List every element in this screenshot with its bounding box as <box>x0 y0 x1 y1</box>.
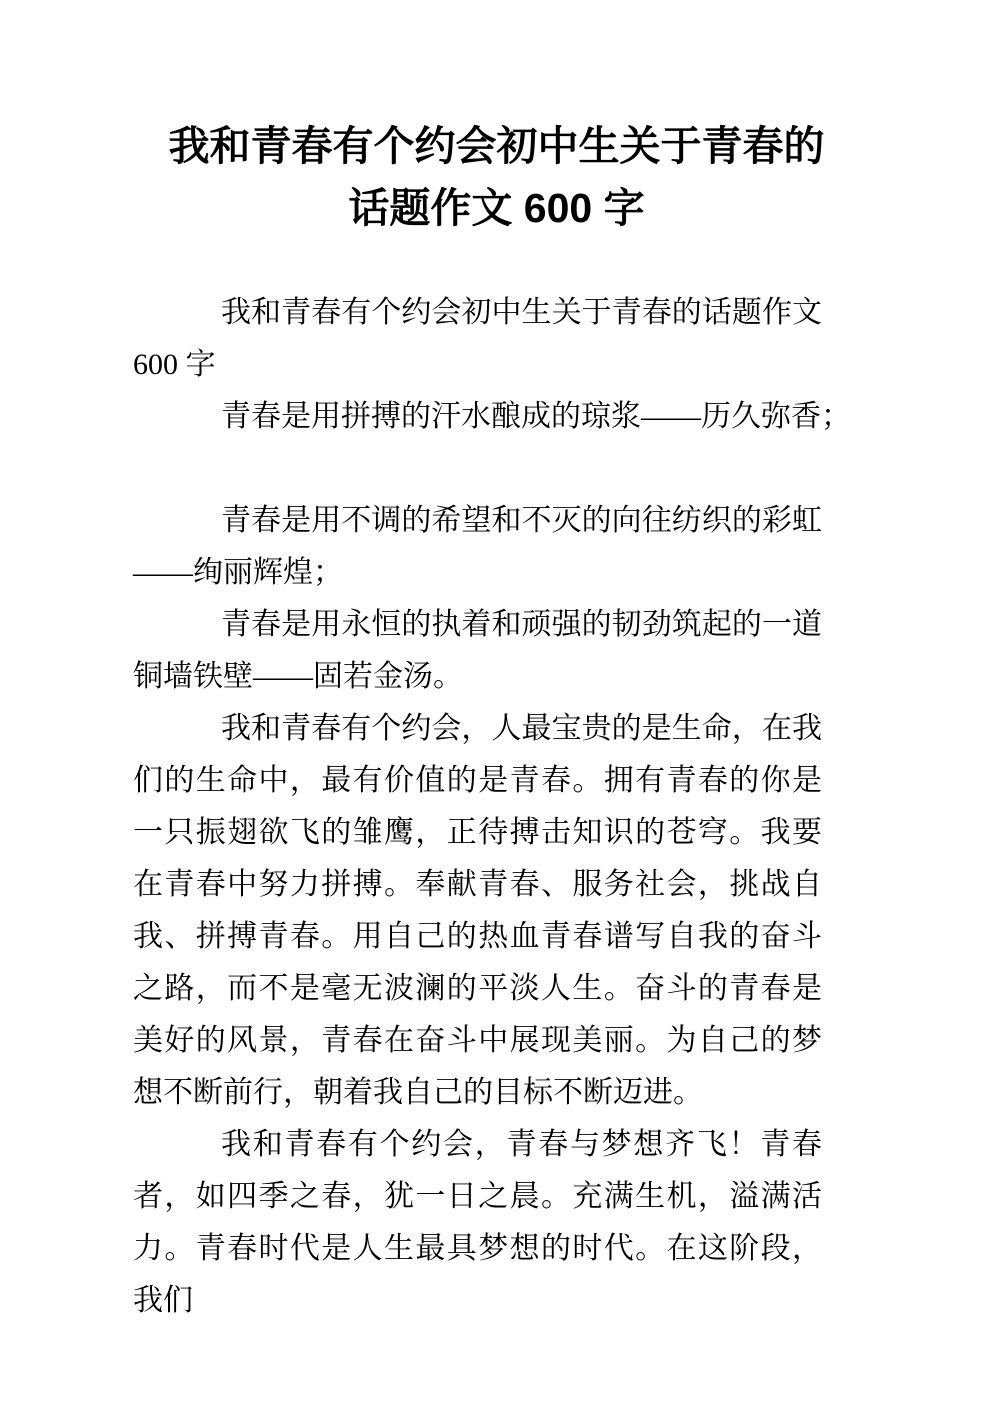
document-title: 我和青春有个约会初中生关于青春的话题作文 600 字 <box>168 123 825 231</box>
document-body <box>133 287 851 1327</box>
paragraph: 我和青春有个约会，青春与梦想齐飞！青春者，如四季之春，犹一日之晨。充满生机，溢满活力。青春时代是人生最具梦想的时代。在这阶段，我们 <box>133 1128 822 1317</box>
paragraph: 我和青春有个约会，人最宝贵的是生命，在我们的生命中，最有价值的是青春。拥有青春的你是一只振翅欲飞的雏鹰，正待搏击知识的苍穹。我要在青春中努力拼搏。奉献青春、服务社会，挑战自我、拼搏青春。用自己的热血青春谱写自我的奋斗之路，而不是毫无波澜的平淡人生。奋斗的青春是美好的风景，青春在奋斗中展现美丽。为自己的梦想不断前行，朝着我自己的目标不断迈进。 <box>133 712 822 1109</box>
paragraph: 青春是用不调的希望和不灭的向往纺织的彩虹——绚丽辉煌； <box>133 504 822 589</box>
paragraph: 我和青春有个约会初中生关于青春的话题作文600 字 <box>133 296 822 381</box>
paragraph: 青春是用永恒的执着和顽强的韧劲筑起的一道铜墙铁壁——固若金汤。 <box>133 608 822 693</box>
paragraph: 青春是用拼搏的汗水酿成的琼浆——历久弥香； <box>221 400 851 433</box>
